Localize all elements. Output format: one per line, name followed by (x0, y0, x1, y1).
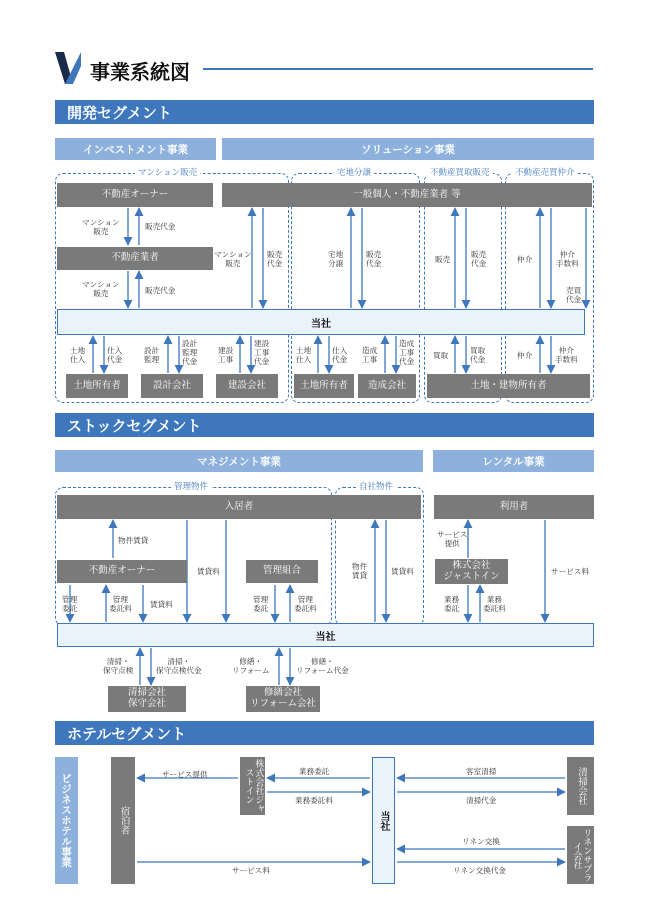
dev-tosha-box (57, 309, 585, 335)
dev-label: 仲介 手数料 (555, 346, 578, 365)
dev-label: 仕入 代金 (332, 346, 348, 365)
dev-segment-header: 開発セグメント (55, 100, 594, 124)
takuchi-caption: 宅地分譲 (334, 166, 374, 178)
stock-tosha-box (57, 623, 594, 647)
hotel-shukuhaku-box (111, 757, 135, 884)
dev-label: 売買 代金 (566, 286, 582, 305)
hotel-seisou-label: 清掃会社 (575, 767, 587, 805)
dev-label: 仲介 (517, 255, 533, 264)
dev-label: 販売 代金 (471, 250, 487, 269)
stock-label: 修繕・ リフォーム (232, 657, 270, 676)
dev-label: 設計 監理 (144, 346, 160, 365)
stock-label: 賃貸料 (150, 600, 173, 609)
stock-justin-box: 株式会社 ジャストイン (435, 559, 508, 584)
hotel-justin-box (240, 757, 265, 815)
dev-label: 販売 代金 (366, 250, 382, 269)
dev-label: 造成 工事 (362, 346, 378, 365)
hotel-label: サービス提供 (162, 770, 208, 779)
stock-segment-header: ストックセグメント (55, 413, 594, 437)
stock-label: 管理 委託料 (294, 595, 317, 614)
hotel-linen-label: リネンサプライ会社 (571, 828, 592, 882)
dev-label: 販売 (435, 255, 451, 264)
takuchi-group (291, 173, 420, 403)
stock-label: 業務 委託 (444, 595, 460, 614)
stock-tosha-label: 当社 (315, 631, 336, 643)
hotel-label: 清掃代金 (466, 796, 497, 805)
business-hotel-label: ビジネスホテル事業 (60, 773, 72, 868)
dev-label: 造成 工事 代金 (399, 339, 415, 367)
hotel-label: リネン交換 (462, 837, 500, 846)
management-header: マネジメント事業 (55, 450, 423, 472)
stock-riyou-box: 利用者 (434, 495, 594, 519)
dev-label: 買取 代金 (470, 346, 486, 365)
hotel-label: リネン交換代金 (453, 866, 507, 875)
dev-tochi2-box: 土地所有者 (294, 374, 354, 398)
stock-label: 清掃・ 保守点検代金 (156, 657, 202, 676)
hotel-label: サービス料 (232, 866, 270, 875)
solution-header: ソリューション事業 (222, 138, 594, 160)
stock-label: 清掃・ 保守点検 (103, 657, 134, 676)
dev-gyosha-box: 不動産業者 (57, 247, 213, 270)
stock-owner-box: 不動産オーナー (57, 560, 187, 583)
dev-owner-box: 不動産オーナー (57, 183, 213, 207)
dev-label: 建設 工事 代金 (254, 339, 270, 367)
page-title: 事業系統図 (90, 60, 190, 84)
business-hotel-header (55, 757, 78, 884)
dev-label: 販売 代金 (267, 250, 283, 269)
hotel-justin-label: 株式会社ジャストイン (243, 759, 264, 813)
baibai-caption: 不動産売買仲介 (512, 166, 578, 178)
dev-tochi1-box: 土地所有者 (66, 374, 128, 398)
stock-label: 物件賃貸 (118, 536, 149, 545)
dev-zosei-box: 造成会社 (358, 374, 416, 398)
stock-label: 業務 委託料 (483, 595, 506, 614)
dev-label: マンション 販売 (82, 218, 120, 237)
mansion-caption: マンション販売 (135, 166, 200, 178)
dev-tosha-label: 当社 (311, 318, 331, 330)
stock-label: 管理 委託 (62, 595, 78, 614)
dev-label: 仲介 (517, 351, 533, 360)
stock-label: 賃貸料 (391, 567, 414, 576)
dev-label: 仕入 代金 (107, 346, 123, 365)
stock-label: 賃貸料 (197, 567, 220, 576)
dev-kensetsu-box: 建設会社 (216, 374, 278, 398)
dev-label: 仲介 手数料 (556, 250, 579, 269)
dev-label: 土地 仕入 (296, 346, 312, 365)
investment-header: インベストメント事業 (55, 138, 216, 160)
stock-label: サービス料 (551, 567, 589, 576)
dev-label: マンション 販売 (214, 250, 252, 269)
hotel-segment-header: ホテルセグメント (55, 721, 594, 745)
dev-ippan-box: 一般個人・不動産業者 等 (222, 183, 592, 207)
kanri-caption: 管理物件 (171, 480, 211, 492)
hotel-label: 業務委託料 (295, 796, 333, 805)
stock-label: 管理 委託料 (109, 595, 132, 614)
hotel-label: 客室清掃 (466, 767, 497, 776)
hotel-linen-box (567, 826, 594, 884)
stock-kumiai-box: 管理組合 (246, 560, 318, 583)
hotel-tosha-label: 当社 (378, 810, 389, 831)
hotel-shukuhaku-label: 宿泊者 (118, 806, 130, 835)
hotel-label: 業務委託 (299, 767, 330, 776)
stock-shuzen-box: 修繕会社 リフォーム会社 (246, 686, 320, 712)
dev-label: 宅地 分譲 (328, 250, 344, 269)
hotel-seisou-box (567, 757, 594, 815)
stock-nyukyo-box: 入居者 (57, 495, 421, 519)
dev-label: 建設 工事 (218, 346, 234, 365)
dev-label: 設計 監理 代金 (182, 339, 198, 367)
dev-label: 販売代金 (145, 222, 176, 231)
jisha-caption: 自社物件 (356, 480, 396, 492)
stock-label: 物件 賃貸 (352, 562, 368, 581)
dev-label: 買取 (433, 351, 449, 360)
stock-label: サービス 提供 (437, 530, 468, 549)
dev-label: 販売代金 (145, 286, 176, 295)
stock-label: 管理 委託 (253, 595, 269, 614)
kaitori-caption: 不動産買取販売 (427, 166, 493, 178)
rental-header: レンタル事業 (433, 450, 594, 472)
hotel-tosha-box (372, 757, 395, 884)
dev-label: 土地 仕入 (70, 346, 86, 365)
dev-tochitatemono-box: 土地・建物所有者 (427, 374, 590, 398)
dev-label: マンション 販売 (82, 280, 120, 299)
kaitori-group (424, 173, 502, 403)
dev-sekkei-box: 設計会社 (141, 374, 203, 398)
stock-seisou-box: 清掃会社 保守会社 (108, 686, 186, 712)
stock-label: 修繕・ リフォーム代金 (296, 657, 349, 676)
